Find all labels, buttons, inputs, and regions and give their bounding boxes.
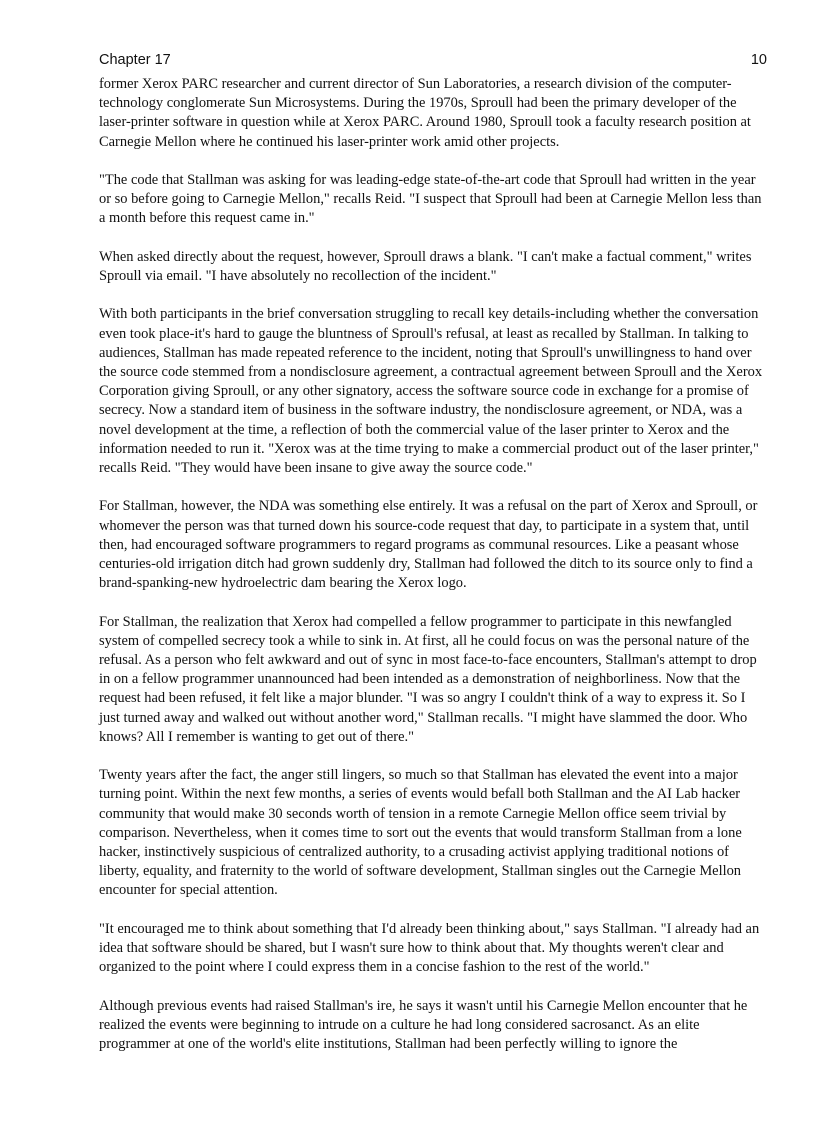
paragraph: "The code that Stallman was asking for was leading-edge state-of-the-art code that Sproull had written in the year or so before going to Carnegie Mellon," recalls Reid. "I suspect that Sproull had been at Carnegie Mellon less than a month before this request came in." (99, 172, 762, 227)
page-number: 10 (750, 52, 767, 68)
paragraph: Although previous events had raised Stallman's ire, he says it wasn't until his Carnegie Mellon encounter that he realized the events were beginning to intrude on a culture he had long considered sacrosanct. As an elite programmer at one of the world's elite institutions, Stallman had been perfectly willing to ignore the (99, 997, 748, 1053)
document-page (99, 52, 767, 1073)
paragraph: For Stallman, the realization that Xerox had compelled a fellow programmer to participate in this newfangled system of compelled secrecy took a while to sink in. At first, all he could focus on was the personal nature of the refusal. As a person who felt awkward and out of sync in most face-to-face encounters, Stallman's attempt to drop in on a fellow programmer unannounced had been intended as a demonstration of neighborliness. Now that the request had been refused, it felt like a major blunder. "I was so angry I couldn't think of a way to express it. So I just turned away and walked out without another word," Stallman recalls. "I might have slammed the door. Who knows? All I remember is wanting to get out of there." (99, 613, 757, 745)
page-header (99, 52, 767, 74)
paragraph: With both participants in the brief conversation struggling to recall key details-including whether the conversation even took place-it's hard to gauge the bluntness of Sproull's refusal, at least as recalled by Stallman. In talking to audiences, Stallman has made repeated reference to the incident, noting that Sproull's unwillingness to hand over the source code stemmed from a nondisclosure agreement, a contractual agreement between Sproull and the Xerox Corporation giving Sproull, or any other signatory, access the software source code in exchange for a promise of secrecy. Now a standard item of business in the software industry, the nondisclosure agreement, or NDA, was a novel development at the time, a reflection of both the commercial value of the laser printer to Xerox and the information needed to run it. "Xerox was at the time trying to make a commercial product out of the laser printer," recalls Reid. "They would have been insane to give away the source code." (99, 306, 763, 477)
paragraph: former Xerox PARC researcher and current director of Sun Laboratories, a research division of the computer-technology conglomerate Sun Microsystems. During the 1970s, Sproull had been the primary developer of the laser-printer software in question while at Xerox PARC. Around 1980, Sproull took a faculty research position at Carnegie Mellon where he continued his laser-printer work amid other projects. (99, 76, 751, 150)
paragraph: Twenty years after the fact, the anger still lingers, so much so that Stallman has elevated the event into a major turning point. Within the next few months, a series of events would befall both Stallman and the AI Lab hacker community that would make 30 seconds worth of tension in a remote Carnegie Mellon office seem trivial by comparison. Nevertheless, when it comes time to sort out the events that would transform Stallman from a lone hacker, instinctively suspicious of centralized authority, to a crusading activist applying traditional notions of liberty, equality, and fraternity to the world of software development, Stallman singles out the Carnegie Mellon encounter for special attention. (99, 767, 742, 899)
chapter-title: Chapter 17 (99, 52, 171, 68)
paragraph: For Stallman, however, the NDA was something else entirely. It was a refusal on the part of Xerox and Sproull, or whomever the person was that turned down his source-code request that day, to participate in a system that, until then, had encouraged software programmers to regard programs as communal resources. Like a peasant whose centuries-old irrigation ditch had grown suddenly dry, Stallman had followed the ditch to its source only to find a brand-spanking-new hydroelectric dam bearing the Xerox logo. (99, 498, 758, 592)
paragraph: When asked directly about the request, however, Sproull draws a blank. "I can't make a factual comment," writes Sproull via email. "I have absolutely no recollection of the incident." (99, 248, 752, 284)
paragraph: "It encouraged me to think about something that I'd already been thinking about," says Stallman. "I already had an idea that software should be shared, but I wasn't sure how to think about that. My thoughts weren't clear and organized to the point where I could express them in a concise fashion to the rest of the world." (99, 920, 760, 976)
body-text (99, 75, 767, 1054)
